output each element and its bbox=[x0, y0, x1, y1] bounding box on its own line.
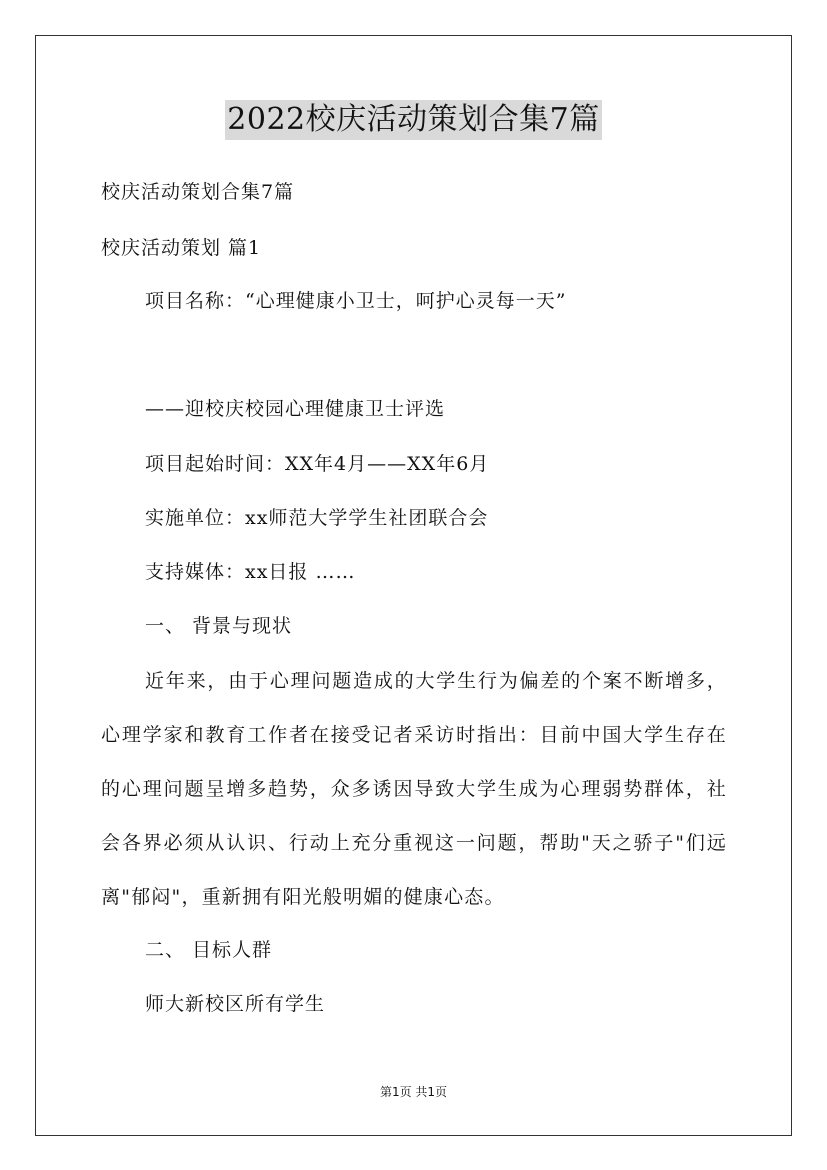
page-footer: 第1页 共1页 bbox=[379, 1085, 448, 1099]
section-one-heading: 一、 背景与现状 bbox=[145, 615, 293, 637]
section-heading: 校庆活动策划 篇1 bbox=[101, 237, 262, 259]
media-line: 支持媒体：xx日报 …… bbox=[145, 561, 356, 583]
background-paragraph: 近年来，由于心理问题造成的大学生行为偏差的个案不断增多，心理学家和教育工作者在接受记者采访时指出：目前中国大学生存在的心理问题呈增多趋势，众多诱因导致大学生成为心理弱势群体，社会各界必须从认识、行动上充分重视这一问题，帮助"天之骄子"们远离"郁闷"，重新拥有阳光般明媚的健康心态。 bbox=[101, 670, 727, 908]
title-container bbox=[0, 100, 827, 140]
project-subtitle-line: ——迎校庆校园心理健康卫士评选 bbox=[145, 398, 446, 420]
project-time-line: 项目起始时间：XX年4月——XX年6月 bbox=[145, 453, 490, 475]
implementer-line: 实施单位：xx师范大学学生社团联合会 bbox=[145, 507, 489, 529]
target-group-line: 师大新校区所有学生 bbox=[145, 993, 326, 1015]
section-two-heading: 二、 目标人群 bbox=[145, 939, 273, 961]
document-title: 2022校庆活动策划合集7篇 bbox=[225, 100, 601, 140]
subtitle-line: 校庆活动策划合集7篇 bbox=[101, 181, 295, 203]
project-name-line: 项目名称：“心理健康小卫士，呵护心灵每一天” bbox=[145, 290, 567, 312]
